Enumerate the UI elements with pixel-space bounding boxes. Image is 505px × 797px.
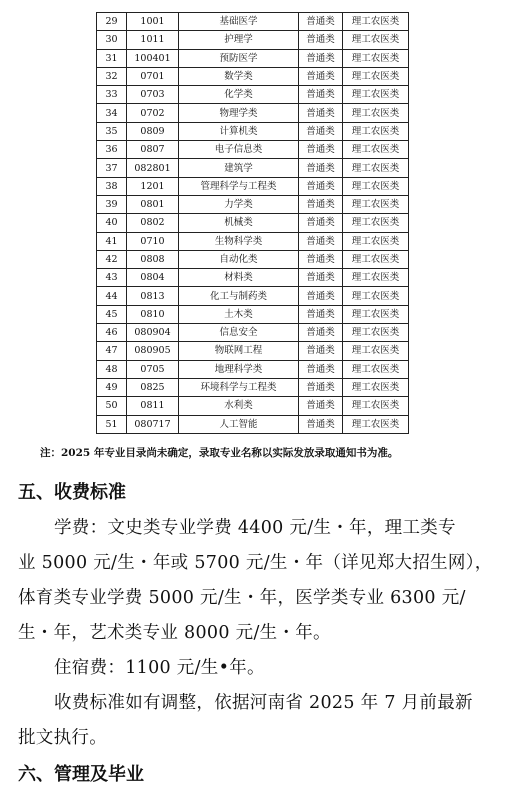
table-row [97, 342, 409, 360]
fees-paragraph-line: 生・年，艺术类专业 8000 元/生・年。 [18, 623, 331, 643]
major-code-cell: 0811 [127, 397, 179, 415]
major-name-cell: 力学类 [179, 195, 299, 213]
major-name-cell: 化工与制药类 [179, 287, 299, 305]
row-number-cell: 51 [97, 415, 127, 433]
subject-category-cell: 理工农医类 [343, 104, 409, 122]
table-row [97, 195, 409, 213]
subject-category-cell: 理工农医类 [343, 324, 409, 342]
table-row [97, 67, 409, 85]
major-name-cell: 数学类 [179, 67, 299, 85]
table-row [97, 397, 409, 415]
major-code-cell: 1011 [127, 31, 179, 49]
row-number-cell: 37 [97, 159, 127, 177]
row-number-cell: 38 [97, 177, 127, 195]
table-row [97, 13, 409, 31]
enroll-type-cell: 普通类 [299, 324, 343, 342]
table-row [97, 269, 409, 287]
major-name-cell: 地理科学类 [179, 360, 299, 378]
major-code-cell: 0702 [127, 104, 179, 122]
major-code-cell: 0705 [127, 360, 179, 378]
enroll-type-cell: 普通类 [299, 269, 343, 287]
enroll-type-cell: 普通类 [299, 250, 343, 268]
table-row [97, 31, 409, 49]
fees-adjust-line: 批文执行。 [18, 728, 107, 748]
subject-category-cell: 理工农医类 [343, 250, 409, 268]
major-name-cell: 物理学类 [179, 104, 299, 122]
subject-category-cell: 理工农医类 [343, 360, 409, 378]
major-code-cell: 080904 [127, 324, 179, 342]
major-code-cell: 080905 [127, 342, 179, 360]
major-name-cell: 建筑学 [179, 159, 299, 177]
row-number-cell: 31 [97, 49, 127, 67]
enroll-type-cell: 普通类 [299, 104, 343, 122]
major-name-cell: 预防医学 [179, 49, 299, 67]
subject-category-cell: 理工农医类 [343, 67, 409, 85]
row-number-cell: 32 [97, 67, 127, 85]
subject-category-cell: 理工农医类 [343, 214, 409, 232]
enroll-type-cell: 普通类 [299, 195, 343, 213]
row-number-cell: 46 [97, 324, 127, 342]
row-number-cell: 29 [97, 13, 127, 31]
table-row [97, 159, 409, 177]
majors-table [96, 12, 409, 434]
subject-category-cell: 理工农医类 [343, 122, 409, 140]
major-code-cell: 100401 [127, 49, 179, 67]
table-note: 注：2025 年专业目录尚未确定，录取专业名称以实际发放录取通知书为准。 [40, 447, 399, 459]
major-name-cell: 化学类 [179, 86, 299, 104]
enroll-type-cell: 普通类 [299, 13, 343, 31]
major-code-cell: 0802 [127, 214, 179, 232]
major-code-cell: 0825 [127, 378, 179, 396]
row-number-cell: 40 [97, 214, 127, 232]
major-name-cell: 自动化类 [179, 250, 299, 268]
row-number-cell: 36 [97, 141, 127, 159]
enroll-type-cell: 普通类 [299, 232, 343, 250]
enroll-type-cell: 普通类 [299, 397, 343, 415]
subject-category-cell: 理工农医类 [343, 195, 409, 213]
section-heading-management: 六、管理及毕业 [18, 764, 144, 785]
major-code-cell: 0807 [127, 141, 179, 159]
enroll-type-cell: 普通类 [299, 378, 343, 396]
table-row [97, 360, 409, 378]
table-row [97, 86, 409, 104]
enroll-type-cell: 普通类 [299, 86, 343, 104]
row-number-cell: 30 [97, 31, 127, 49]
major-name-cell: 物联网工程 [179, 342, 299, 360]
subject-category-cell: 理工农医类 [343, 287, 409, 305]
enroll-type-cell: 普通类 [299, 287, 343, 305]
major-code-cell: 0701 [127, 67, 179, 85]
fees-paragraph-line: 业 5000 元/生・年或 5700 元/生・年（详见郑大招生网）， [18, 553, 493, 573]
major-code-cell: 0810 [127, 305, 179, 323]
subject-category-cell: 理工农医类 [343, 342, 409, 360]
major-code-cell: 1201 [127, 177, 179, 195]
subject-category-cell: 理工农医类 [343, 159, 409, 177]
major-name-cell: 管理科学与工程类 [179, 177, 299, 195]
major-name-cell: 护理学 [179, 31, 299, 49]
major-name-cell: 材料类 [179, 269, 299, 287]
enroll-type-cell: 普通类 [299, 49, 343, 67]
enroll-type-cell: 普通类 [299, 122, 343, 140]
subject-category-cell: 理工农医类 [343, 31, 409, 49]
subject-category-cell: 理工农医类 [343, 141, 409, 159]
table-row [97, 49, 409, 67]
major-name-cell: 环境科学与工程类 [179, 378, 299, 396]
enroll-type-cell: 普通类 [299, 31, 343, 49]
row-number-cell: 45 [97, 305, 127, 323]
subject-category-cell: 理工农医类 [343, 397, 409, 415]
row-number-cell: 33 [97, 86, 127, 104]
table-row [97, 250, 409, 268]
major-code-cell: 0813 [127, 287, 179, 305]
major-name-cell: 基础医学 [179, 13, 299, 31]
subject-category-cell: 理工农医类 [343, 13, 409, 31]
row-number-cell: 42 [97, 250, 127, 268]
subject-category-cell: 理工农医类 [343, 378, 409, 396]
enroll-type-cell: 普通类 [299, 214, 343, 232]
row-number-cell: 44 [97, 287, 127, 305]
major-name-cell: 人工智能 [179, 415, 299, 433]
fees-adjust-line: 收费标准如有调整，依据河南省 2025 年 7 月前最新 [54, 693, 473, 713]
major-name-cell: 电子信息类 [179, 141, 299, 159]
major-code-cell: 0710 [127, 232, 179, 250]
row-number-cell: 34 [97, 104, 127, 122]
enroll-type-cell: 普通类 [299, 415, 343, 433]
table-row [97, 305, 409, 323]
row-number-cell: 39 [97, 195, 127, 213]
major-name-cell: 机械类 [179, 214, 299, 232]
subject-category-cell: 理工农医类 [343, 269, 409, 287]
major-code-cell: 0809 [127, 122, 179, 140]
major-code-cell: 0801 [127, 195, 179, 213]
subject-category-cell: 理工农医类 [343, 177, 409, 195]
enroll-type-cell: 普通类 [299, 305, 343, 323]
subject-category-cell: 理工农医类 [343, 86, 409, 104]
enroll-type-cell: 普通类 [299, 360, 343, 378]
enroll-type-cell: 普通类 [299, 141, 343, 159]
table-row [97, 214, 409, 232]
table-row [97, 378, 409, 396]
subject-category-cell: 理工农医类 [343, 305, 409, 323]
row-number-cell: 47 [97, 342, 127, 360]
row-number-cell: 50 [97, 397, 127, 415]
dorm-fee-line: 住宿费：1100 元/生•年。 [54, 658, 265, 678]
major-code-cell: 082801 [127, 159, 179, 177]
major-name-cell: 计算机类 [179, 122, 299, 140]
major-name-cell: 水利类 [179, 397, 299, 415]
major-name-cell: 土木类 [179, 305, 299, 323]
major-code-cell: 080717 [127, 415, 179, 433]
table-row [97, 177, 409, 195]
major-code-cell: 0808 [127, 250, 179, 268]
table-row [97, 287, 409, 305]
row-number-cell: 49 [97, 378, 127, 396]
fees-paragraph-line: 体育类专业学费 5000 元/生・年，医学类专业 6300 元/ [18, 588, 466, 608]
major-code-cell: 0804 [127, 269, 179, 287]
table-row [97, 324, 409, 342]
enroll-type-cell: 普通类 [299, 177, 343, 195]
row-number-cell: 48 [97, 360, 127, 378]
table-row [97, 104, 409, 122]
row-number-cell: 35 [97, 122, 127, 140]
majors-table-body [97, 13, 409, 434]
major-code-cell: 0703 [127, 86, 179, 104]
table-row [97, 232, 409, 250]
subject-category-cell: 理工农医类 [343, 415, 409, 433]
subject-category-cell: 理工农医类 [343, 49, 409, 67]
enroll-type-cell: 普通类 [299, 67, 343, 85]
major-name-cell: 信息安全 [179, 324, 299, 342]
row-number-cell: 43 [97, 269, 127, 287]
enroll-type-cell: 普通类 [299, 342, 343, 360]
section-heading-fees: 五、收费标准 [18, 482, 126, 503]
table-row [97, 415, 409, 433]
major-code-cell: 1001 [127, 13, 179, 31]
enroll-type-cell: 普通类 [299, 159, 343, 177]
major-name-cell: 生物科学类 [179, 232, 299, 250]
table-row [97, 141, 409, 159]
table-row [97, 122, 409, 140]
fees-paragraph-line: 学费：文史类专业学费 4400 元/生・年，理工类专 [54, 518, 456, 538]
subject-category-cell: 理工农医类 [343, 232, 409, 250]
row-number-cell: 41 [97, 232, 127, 250]
